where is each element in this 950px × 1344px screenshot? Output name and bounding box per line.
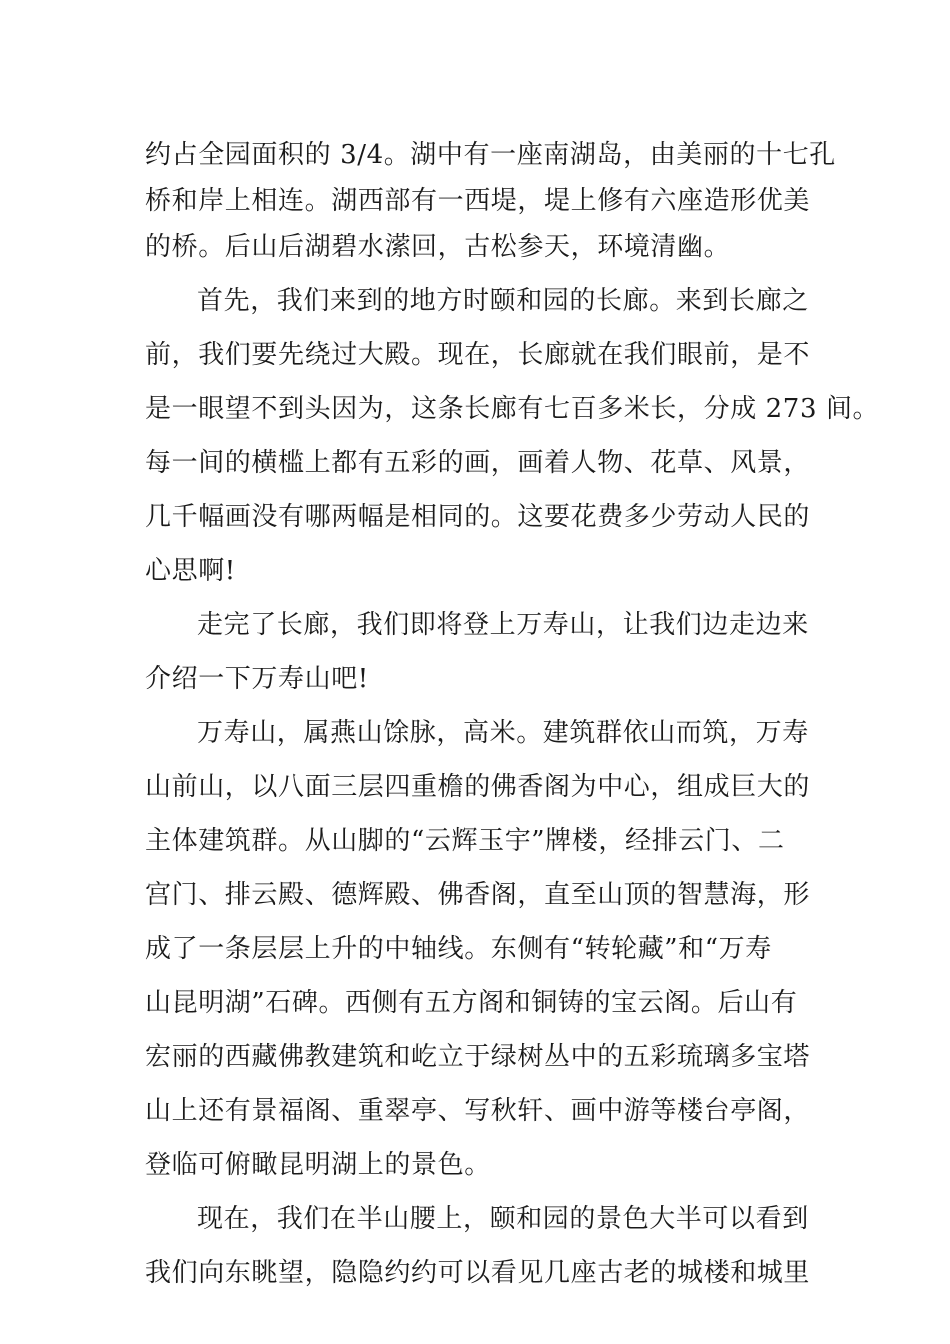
text-line-5: 前，我们要先绕过大殿。现在，长廊就在我们眼前，是不: [145, 340, 811, 370]
text-line-3: 的桥。后山后湖碧水潆回，古松参天，环境清幽。: [145, 232, 731, 262]
text-line-14: 主体建筑群。从山脚的“云辉玉宇”牌楼，经排云门、二: [145, 826, 785, 856]
text-line-11: 介绍一下万寿山吧!: [145, 664, 369, 694]
text-line-2: 桥和岸上相连。湖西部有一西堤，堤上修有六座造形优美: [145, 186, 811, 216]
text-line-1: 约占全园面积的 3/4。湖中有一座南湖岛，由美丽的十七孔: [145, 140, 836, 170]
text-line-6: 是一眼望不到头因为，这条长廊有七百多米长，分成 273 间。: [145, 394, 880, 424]
text-line-15: 宫门、排云殿、德辉殿、佛香阁，直至山顶的智慧海，形: [145, 880, 811, 910]
text-line-9: 心思啊!: [145, 556, 236, 586]
text-line-18: 宏丽的西藏佛教建筑和屹立于绿树丛中的五彩琉璃多宝塔: [145, 1042, 811, 1072]
text-line-10: 走完了长廊，我们即将登上万寿山，让我们边走边来: [197, 610, 809, 640]
text-line-16: 成了一条层层上升的中轴线。东侧有“转轮藏”和“万寿: [145, 934, 772, 964]
text-line-13: 山前山，以八面三层四重檐的佛香阁为中心，组成巨大的: [145, 772, 811, 802]
text-line-21: 现在，我们在半山腰上，颐和园的景色大半可以看到: [197, 1204, 809, 1234]
text-line-17: 山昆明湖”石碑。西侧有五方阁和铜铸的宝云阁。后山有: [145, 988, 798, 1018]
text-line-7: 每一间的横槛上都有五彩的画，画着人物、花草、风景，: [145, 448, 811, 478]
text-line-19: 山上还有景福阁、重翠亭、写秋轩、画中游等楼台亭阁，: [145, 1096, 811, 1126]
text-line-20: 登临可俯瞰昆明湖上的景色。: [145, 1150, 491, 1180]
text-line-22: 我们向东眺望，隐隐约约可以看见几座古老的城楼和城里: [145, 1258, 811, 1288]
text-line-8: 几千幅画没有哪两幅是相同的。这要花费多少劳动人民的: [145, 502, 811, 532]
text-line-4: 首先，我们来到的地方时颐和园的长廊。来到长廊之: [197, 286, 809, 316]
text-line-12: 万寿山，属燕山馀脉，高米。建筑群依山而筑，万寿: [197, 718, 809, 748]
